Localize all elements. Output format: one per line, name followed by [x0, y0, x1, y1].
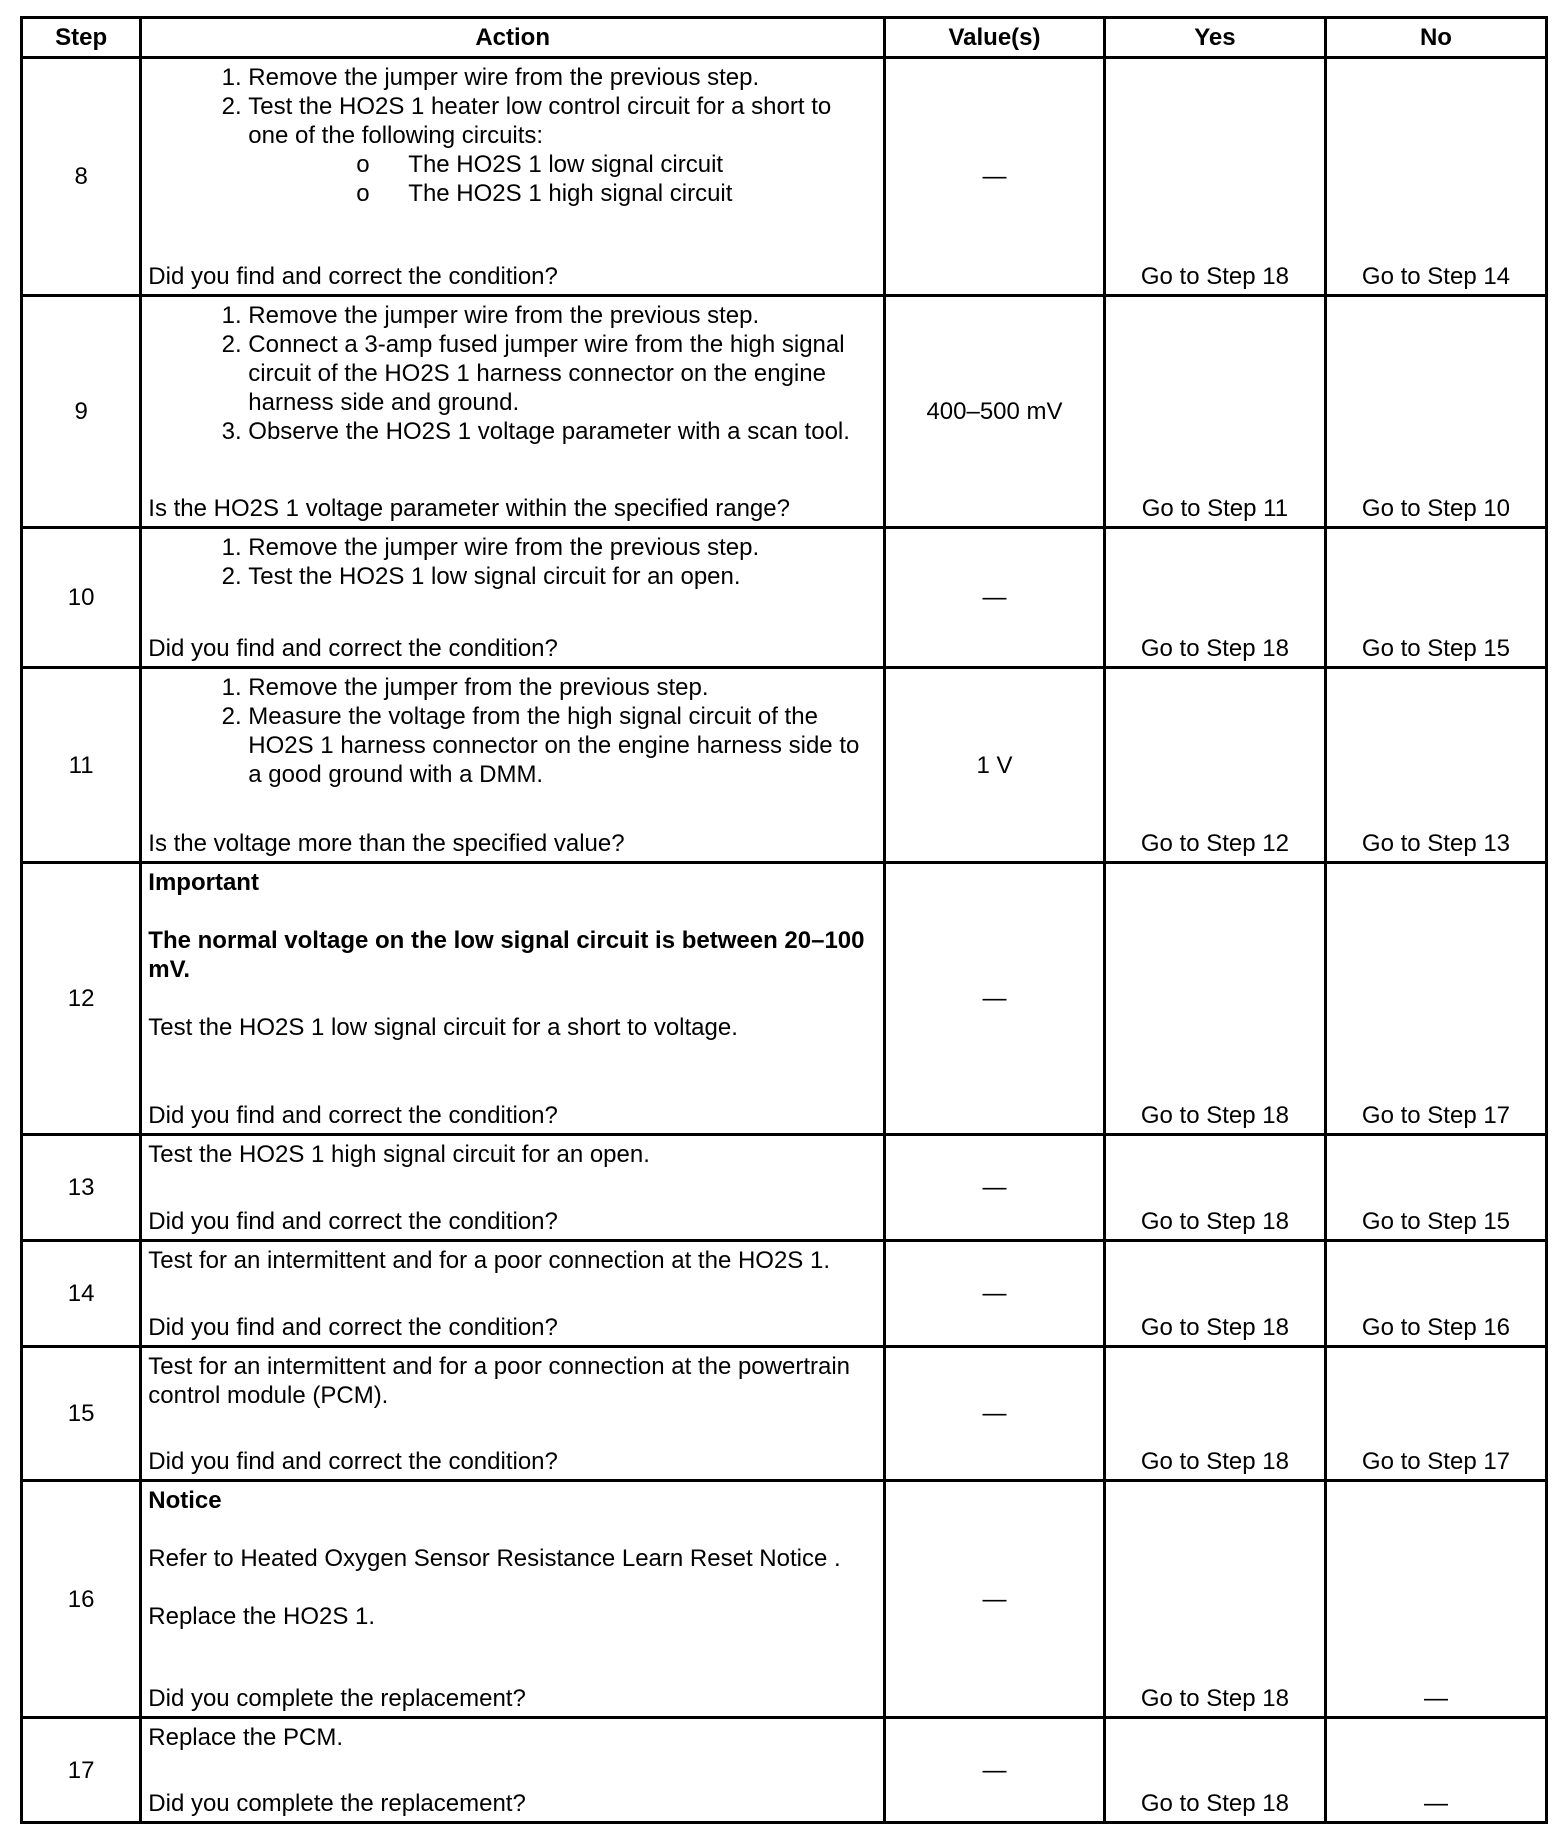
- question-text: Did you find and correct the condition?: [148, 635, 558, 663]
- no-cell: —: [1325, 1480, 1546, 1718]
- yes-cell: Go to Step 18: [1104, 1241, 1325, 1347]
- action-cell: [141, 1346, 885, 1480]
- value-cell: 400–500 mV: [885, 295, 1105, 527]
- important-text: The normal voltage on the low signal circuit is between 20–100 mV.: [148, 927, 865, 984]
- action-cell: [141, 668, 885, 863]
- step-number: 11: [22, 668, 141, 863]
- procedure-item: [248, 92, 877, 208]
- step-number: 8: [22, 58, 141, 296]
- yes-header: Yes: [1104, 18, 1325, 58]
- instruction-text: Replace the HO2S 1.: [148, 1602, 376, 1630]
- procedure-item: 2. Test the HO2S 1 low signal circuit for an open.: [248, 562, 877, 591]
- yes-cell: Go to Step 18: [1104, 1718, 1325, 1823]
- instruction-text: Test the HO2S 1 high signal circuit for an open.: [148, 1140, 650, 1168]
- question-text: Did you find and correct the condition?: [148, 1101, 558, 1129]
- table-row: [22, 58, 1547, 296]
- procedure-item: 1. Remove the jumper wire from the previous step.: [248, 63, 877, 92]
- question-text: Did you complete the replacement?: [148, 1790, 526, 1817]
- bullet-icon: o: [356, 151, 370, 178]
- action-header: Action: [141, 18, 885, 58]
- action-cell: [141, 1718, 885, 1823]
- step-number: 14: [22, 1241, 141, 1347]
- no-cell: Go to Step 15: [1325, 1134, 1546, 1241]
- yes-cell: Go to Step 18: [1104, 58, 1325, 296]
- step-header: Step: [22, 18, 141, 58]
- action-cell: [141, 58, 885, 296]
- procedure-item: 1. Remove the jumper from the previous step.: [248, 673, 877, 702]
- table-row: [22, 1346, 1547, 1480]
- sub-list: [248, 150, 877, 208]
- header-row: [22, 18, 1547, 58]
- step-number: 13: [22, 1134, 141, 1241]
- table-row: [22, 1134, 1547, 1241]
- action-cell: [141, 1241, 885, 1347]
- procedure-list: [148, 673, 877, 789]
- bullet-icon: o: [356, 180, 370, 207]
- yes-cell: Go to Step 18: [1104, 1480, 1325, 1718]
- step-number: 15: [22, 1346, 141, 1480]
- action-cell: [141, 527, 885, 667]
- yes-cell: Go to Step 12: [1104, 668, 1325, 863]
- no-cell: Go to Step 17: [1325, 863, 1546, 1134]
- value-cell: —: [885, 863, 1105, 1134]
- value-cell: —: [885, 58, 1105, 296]
- question-text: Did you find and correct the condition?: [148, 262, 558, 290]
- procedure-item-text: Test the HO2S 1 heater low control circuit for a short to one of the following circuits:: [248, 93, 832, 149]
- step-number: 10: [22, 527, 141, 667]
- diagnostic-table: [20, 16, 1548, 1824]
- no-cell: Go to Step 16: [1325, 1241, 1546, 1347]
- notice-heading: Notice: [148, 1486, 222, 1514]
- table-row: [22, 527, 1547, 667]
- procedure-item: 1. Remove the jumper wire from the previous step.: [248, 533, 877, 562]
- action-cell: [141, 1134, 885, 1241]
- no-header: No: [1325, 18, 1546, 58]
- action-cell: [141, 863, 885, 1134]
- table-row: [22, 1718, 1547, 1823]
- question-text: Did you find and correct the condition?: [148, 1447, 558, 1475]
- question-text: Did you find and correct the condition?: [148, 1313, 558, 1341]
- yes-cell: Go to Step 18: [1104, 1346, 1325, 1480]
- no-cell: Go to Step 14: [1325, 58, 1546, 296]
- yes-cell: Go to Step 18: [1104, 1134, 1325, 1241]
- no-cell: Go to Step 10: [1325, 295, 1546, 527]
- procedure-list: [148, 301, 877, 446]
- step-number: 12: [22, 863, 141, 1134]
- value-cell: —: [885, 1718, 1105, 1823]
- yes-cell: Go to Step 11: [1104, 295, 1325, 527]
- table-row: [22, 295, 1547, 527]
- values-header: Value(s): [885, 18, 1105, 58]
- procedure-list: [148, 533, 877, 591]
- no-cell: Go to Step 13: [1325, 668, 1546, 863]
- value-cell: 1 V: [885, 668, 1105, 863]
- value-cell: —: [885, 1480, 1105, 1718]
- question-text: Is the voltage more than the specified value?: [148, 830, 625, 858]
- procedure-item: 2. Connect a 3-amp fused jumper wire from the high signal circuit of the HO2S 1 harness connector on the engine harness side and ground.: [248, 330, 877, 417]
- notice-reference-link[interactable]: Refer to Heated Oxygen Sensor Resistance Learn Reset Notice .: [148, 1544, 841, 1572]
- table-row: [22, 668, 1547, 863]
- value-cell: —: [885, 1346, 1105, 1480]
- important-heading: Important: [148, 869, 259, 897]
- value-cell: —: [885, 1241, 1105, 1347]
- table-row: [22, 1241, 1547, 1347]
- step-number: 16: [22, 1480, 141, 1718]
- no-cell: Go to Step 17: [1325, 1346, 1546, 1480]
- question-text: Did you find and correct the condition?: [148, 1208, 558, 1236]
- no-cell: —: [1325, 1718, 1546, 1823]
- instruction-text: Test for an intermittent and for a poor connection at the HO2S 1.: [148, 1247, 830, 1275]
- instruction-text: Test the HO2S 1 low signal circuit for a short to voltage.: [148, 1014, 738, 1042]
- action-cell: [141, 295, 885, 527]
- procedure-item: 3. Observe the HO2S 1 voltage parameter with a scan tool.: [248, 417, 877, 446]
- value-cell: —: [885, 527, 1105, 667]
- value-cell: —: [885, 1134, 1105, 1241]
- instruction-text: Test for an intermittent and for a poor connection at the powertrain control module (PCM).: [148, 1352, 851, 1409]
- table-row: [22, 1480, 1547, 1718]
- procedure-item: 2. Measure the voltage from the high signal circuit of the HO2S 1 harness connector on the engine harness side to a good ground with a DMM.: [248, 702, 877, 789]
- sub-item: o The HO2S 1 high signal circuit: [356, 180, 733, 207]
- no-cell: Go to Step 15: [1325, 527, 1546, 667]
- action-cell: [141, 1480, 885, 1718]
- procedure-list: [148, 63, 877, 208]
- yes-cell: Go to Step 18: [1104, 863, 1325, 1134]
- yes-cell: Go to Step 18: [1104, 527, 1325, 667]
- sub-item: o The HO2S 1 low signal circuit: [356, 151, 724, 178]
- instruction-text: Replace the PCM.: [148, 1724, 344, 1752]
- step-number: 17: [22, 1718, 141, 1823]
- table-row: [22, 863, 1547, 1134]
- question-text: Did you complete the replacement?: [148, 1685, 526, 1713]
- procedure-item: 1. Remove the jumper wire from the previous step.: [248, 301, 877, 330]
- step-number: 9: [22, 295, 141, 527]
- question-text: Is the HO2S 1 voltage parameter within the specified range?: [148, 494, 790, 522]
